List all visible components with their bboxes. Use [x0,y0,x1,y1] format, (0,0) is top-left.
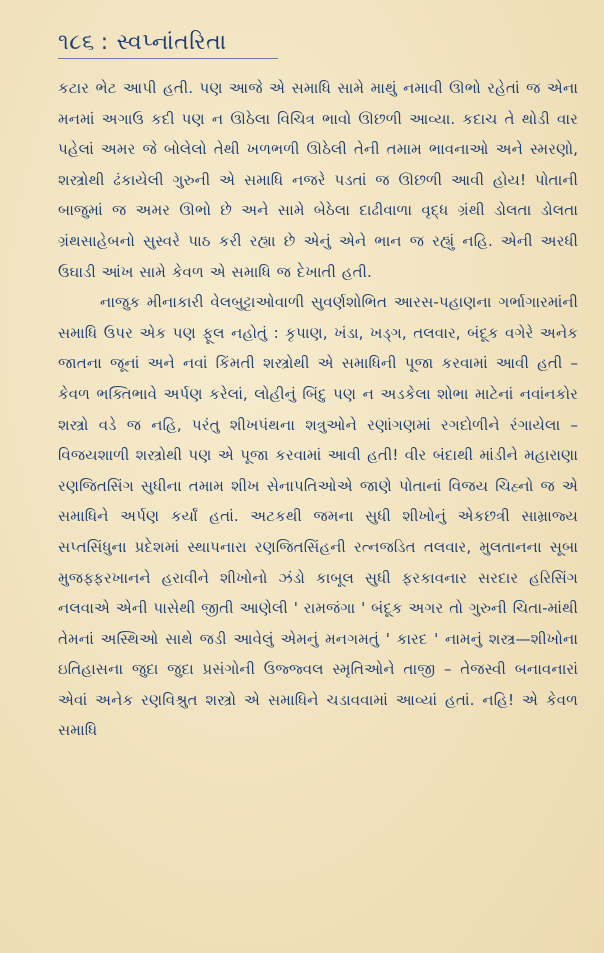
paragraph-1: કટાર ભેટ આપી હતી. પણ આજે એ સમાધિ સામે માથું નમાવી ઊભો રહેતાં જ એના મનમાં અગાઉ કદી પણ ન ઊઠેલા વિચિત્ર ભાવો ઊછળી આવ્યા. કદાચ તે થોડી વાર પહેલાં અમર જે બોલેલો તેથી ખળભળી ઊઠેલી તેની તમામ ભાવનાઓ અને સ્મરણો, શસ્ત્રોથી ઢંકાયેલી ગુરુની એ સમાધિ નજરે પડતાં જ ઊછળી આવી હોય! પોતાની બાજુમાં જ અમર ઊભો છે અને સામે બેઠેલા દાઢીવાળા વૃદ્ધ ગ્રંથી ડોલતા ડોલતા ગ્રંથસાહેબનો સુસ્વરે પાઠ કરી રહ્યા છે એનું એને ભાન જ રહ્યું નહિ. એની અરધી ઉઘાડી આંખ સામે કેવળ એ સમાધિ જ દેખાતી હતી. [58,79,578,281]
body-text [58,73,578,746]
chapter-title: સ્વપ્નાંતરિતા [116,30,227,55]
paragraph-2: નાજુક મીનાકારી વેલબુટ્ટાઓવાળી સુવર્ણશોભિત આરસ-પહાણના ગર્ભાગારમાંની સમાધિ ઉપર એક પણ ફૂલ નહોતું : કૃપાણ, ખંડા, ખડ્ગ, તલવાર, બંદૂક વગેરે અનેક જાતના જૂનાં અને નવાં કિંમતી શસ્ત્રોથી એ સમાધિની પૂજા કરવામાં આવી હતી – કેવળ ભક્તિભાવે અર્પણ કરેલાં, લોહીનું બિંદુ પણ ન અડકેલા શોભા માટેનાં નવાંનકોર શસ્ત્રો વડે જ નહિ, પરંતુ શીખપંથના શત્રુઓને રણાંગણમાં રગદોળીને રંગાયેલા – વિજયશાળી શસ્ત્રોથી પણ એ પૂજા કરવામાં આવી હતી! વીર બંદાથી માંડીને મહારાણા રણજિતસિંગ સુધીના તમામ શીખ સેનાપતિઓએ જાણે પોતાનાં વિજય ચિહ્નો જ એ સમાધિને અર્પણ કર્યાં હતાં. અટકથી જમના સુધી શીખોનું એકછત્રી સામ્રાજ્ય સપ્તસિંધુના પ્રદેશમાં સ્થાપનારા રણજિતસિંહની રત્નજડિત તલવાર, મુલતાનના સૂબા મુજફ્ફરખાનને હરાવીને શીખોનો ઝંડો કાબૂલ સુધી ફરકાવનાર સરદાર હરિસિંગ નલવાએ એની પાસેથી જીતી આણેલી ' રામજંગા ' બંદૂક અગર તો ગુરુની ચિતા-માંથી તેમનાં અસ્થિઓ સાથે જડી આવેલું એમનું મનગમતું ' કારદ ' નામનું શસ્ત્ર—શીખોના ઇતિહાસના જુદા જુદા પ્રસંગોની ઉજ્જ્વલ સ્મૃતિઓને તાજી – તેજસ્વી બનાવનારાં એવાં અનેક રણવિશ્રુત શસ્ત્રો એ સમાધિને ચડાવવામાં આવ્યાં હતાં. નહિ! એ કેવળ સમાધિ [58,293,578,740]
header-rule [58,58,278,59]
header-separator: : [100,30,109,55]
page-number: ૧૮૬ [58,30,95,55]
running-header [58,30,572,55]
